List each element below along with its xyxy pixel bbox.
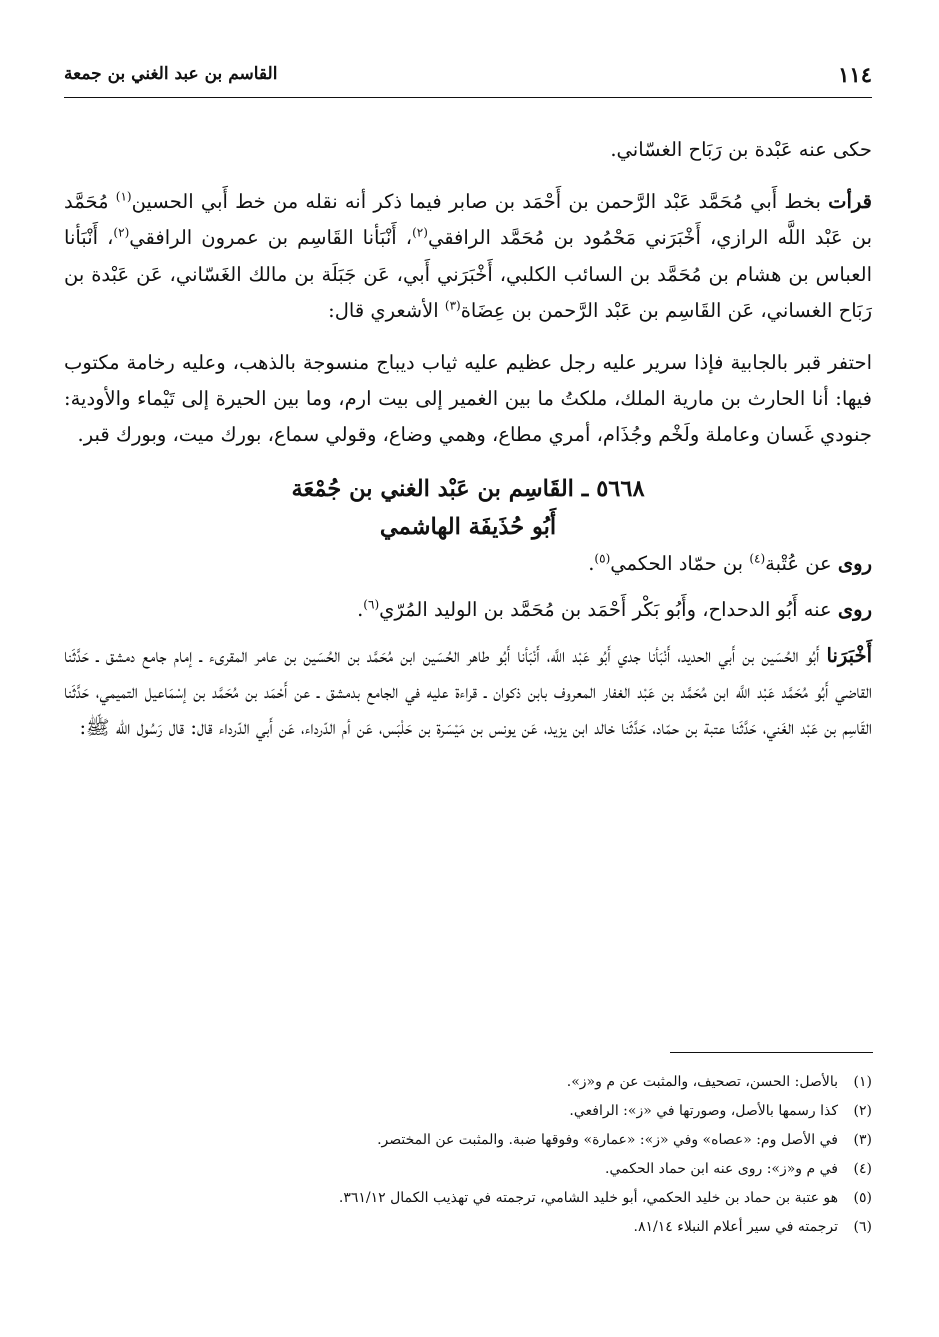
footnote-1 <box>64 1068 872 1097</box>
page-number: ١١٤ <box>838 62 872 87</box>
footnote-number: (٢) <box>853 1103 872 1119</box>
paragraph-2-lead: قرأت <box>828 190 872 214</box>
paragraph-3-text: احتفر قبر بالجابية فإذا سرير عليه رجل عظيم عليه ثياب ديباج منسوجة بالذهب، وعليه رخامة مكتوب فيها: أنا الحارث بن مارية الملك، ملكتُ ما بين الغمير إلى بيت ارم، وما بين الحيرة إلى تَيْماء والأودية: جنودي غَسان وعاملة ولَخْم وجُذَام، أمري مطاع، وهمي وضاع، وقولي سماع، بورك ميت، وبورك قبر. <box>64 351 872 447</box>
footnote-4 <box>64 1155 872 1184</box>
paragraph-2-text-b: مُحَمَّد بن عَبْد اللَّه الرازي، أَخْبَرَني مَحْمُود بن مُحَمَّد الرافقي <box>64 190 872 250</box>
header-rule <box>64 97 872 98</box>
footnote-2 <box>64 1097 872 1126</box>
footnote-number: (٤) <box>853 1161 872 1177</box>
main-text <box>64 132 872 747</box>
footnote-text: ترجمته في سير أعلام النبلاء ٨١/١٤. <box>633 1219 838 1235</box>
riwaya-1-text-c: . <box>588 551 595 575</box>
footnote-rule <box>670 1052 873 1053</box>
footnote-number: (١) <box>853 1074 872 1090</box>
footnote-5 <box>64 1184 872 1213</box>
footnote-ref-4[interactable]: (٤) <box>749 551 766 566</box>
isnad-text: أَبُو الحُسَين بن أَبي الحديد، أَنْبَأنا جدي أَبُو عَبْد اللَّه، أَنْبَأنا أَبُو طاهر الحُسَين ابن مُحَمَّد بن الحُسَين بن عامر المقرىء ـ إمام جامع دمشق ـ حَدَّثَنا القاضي أَبُو مُحَمَّد عَبْد اللَّه ابن مُحَمَّد بن عَبْد الغفار المعروف بابن ذكوان ـ قراءة عليه في الجامع بدمشق ـ عن أَحْمَد بن مُحَمَّد بن إسْمَاعيل التميمي، حَدَّثَنا القَاسِم بن عَبْد الغَني، حَدَّثَنا عتبة بن حمّاد، حَدَّثَنا خالد ابن يزيد، عَن يونس بن مَيْسَرة بن حَلْبَس، عَن أم الدّرداء، عَن أَبي الدّرداء قال: قال رَسُول الله ﷺ: <box>64 644 872 740</box>
footnote-3 <box>64 1126 872 1155</box>
riwaya-1-lead: روى <box>837 551 872 575</box>
footnote-number: (٥) <box>853 1190 872 1206</box>
paragraph-2-text-c: ، أَنْبَأنا القَاسِم بن عمرون الرافقي <box>129 226 413 250</box>
entry-title: ٥٦٦٨ ـ القَاسِم بن عَبْد الغني بن جُمْعَة <box>291 475 645 502</box>
riwaya-2-text-b: . <box>357 597 364 621</box>
isnad-lead: أَخْبَرَنا <box>826 644 872 668</box>
paragraph-3 <box>64 345 872 454</box>
riwaya-2-text-a: عنه أَبُو الدحداح، وأَبُو بَكْر أَحْمَد بن مُحَمَّد بن الوليد المُرّي <box>379 597 838 621</box>
running-title: القاسم بن عبد الغني بن جمعة <box>64 64 278 84</box>
footnote-number: (٦) <box>853 1219 872 1235</box>
footnote-ref-3[interactable]: (٣) <box>444 298 461 313</box>
paragraph-2 <box>64 184 872 329</box>
footnote-text: في الأصل وم: «عصاه» وفي «ز»: «عمارة» وفوقها ضبة. والمثبت عن المختصر. <box>377 1132 838 1148</box>
footnote-text: هو عتبة بن حماد بن خليد الحكمي، أبو خليد الشامي، ترجمته في تهذيب الكمال ٣٦١/١٢. <box>338 1190 838 1206</box>
footnote-ref-5[interactable]: (٥) <box>594 551 611 566</box>
footnote-6 <box>64 1213 872 1242</box>
isnad-paragraph <box>64 638 872 747</box>
paragraph-2-text-d: ، أَنْبَأنا العباس بن هشام بن مُحَمَّد بن السائب الكلبي، أَخْبَرَني أَبي، عَن جَبَلَة بن مالك الغَسّاني، عَن عَبْدة بن رَبَاح الغساني، عَن القَاسِم بن عَبْد الرَّحمن بن عِضَاة <box>64 226 872 322</box>
footnote-ref-2[interactable]: (٢) <box>412 225 428 240</box>
riwaya-1 <box>64 546 872 582</box>
paragraph-1-text: حكى عنه عَبْدة بن رَبَاح الغسّاني. <box>610 138 872 161</box>
footnote-ref-1[interactable]: (١) <box>115 189 132 204</box>
riwaya-2-lead: روى <box>837 597 872 621</box>
footnote-text: في م و«ز»: روى عنه ابن حماد الحكمي. <box>605 1161 838 1177</box>
paragraph-1 <box>64 132 872 168</box>
entry-subtitle: أَبُو حُذَيفَة الهاشمي <box>379 513 557 540</box>
riwaya-1-text-b: بن حمّاد الحكمي <box>610 551 750 575</box>
footnote-ref-6[interactable]: (٦) <box>363 597 380 612</box>
riwaya-1-text-a: عن عُتْبة <box>765 551 838 575</box>
footnotes <box>64 1068 872 1242</box>
footnote-number: (٣) <box>853 1132 872 1148</box>
footnote-text: كذا رسمها بالأصل، وصورتها في «ز»: الرافعي. <box>569 1103 838 1119</box>
footnote-ref-2b[interactable]: (٢) <box>113 225 130 240</box>
footnote-text: بالأصل: الحسن، تصحيف، والمثبت عن م و«ز». <box>566 1074 838 1090</box>
riwaya-2 <box>64 592 872 628</box>
page-header <box>64 58 872 92</box>
paragraph-2-text-a: بخط أَبي مُحَمَّد عَبْد الرَّحمن بن أَحْمَد بن صابر فيما ذكر أنه نقله من خط أَبي الحسين <box>131 190 829 214</box>
paragraph-2-text-e: الأشعري قال: <box>328 298 445 322</box>
